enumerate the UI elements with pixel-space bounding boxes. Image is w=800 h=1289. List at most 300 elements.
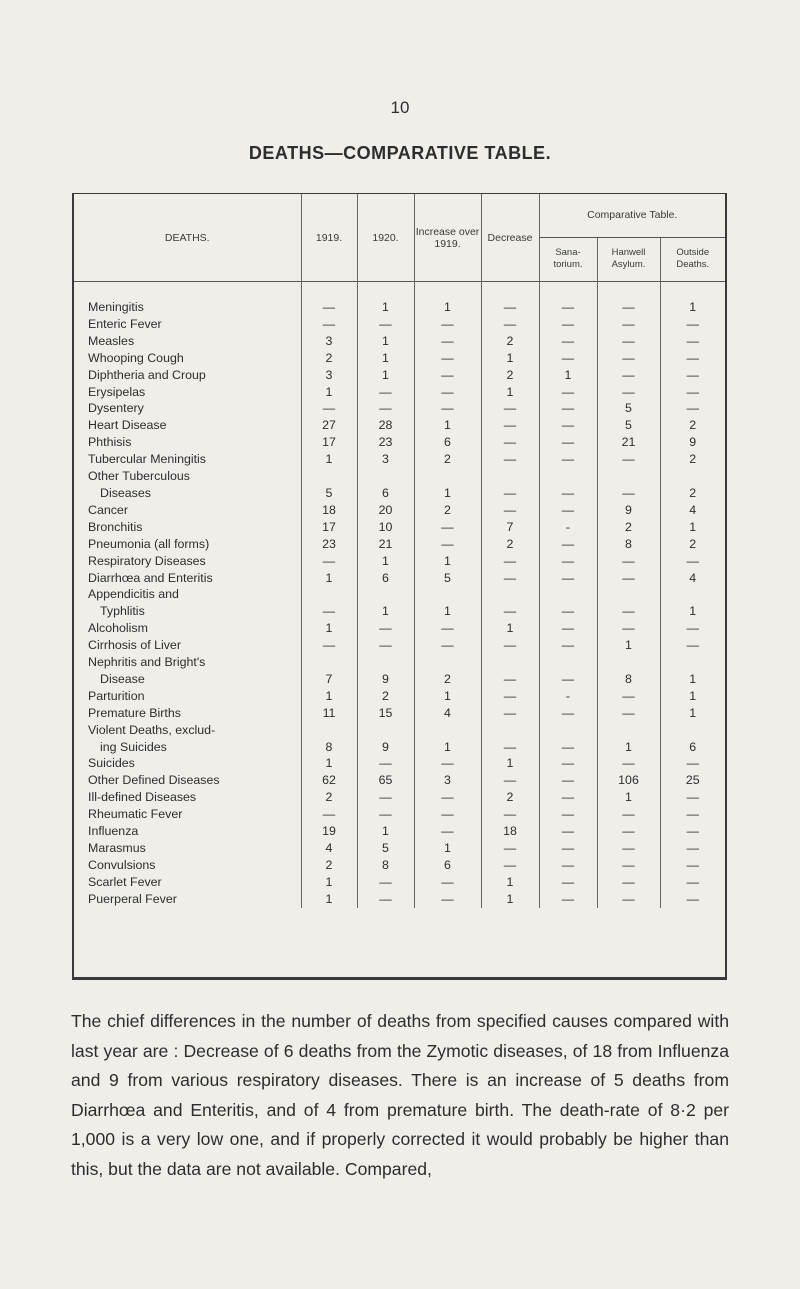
table-row xyxy=(74,384,725,401)
cell-outside xyxy=(660,722,725,739)
cell-1920: — xyxy=(357,620,414,637)
table-row xyxy=(74,519,725,536)
cause-name: Diseases xyxy=(100,485,151,500)
cell-outside: 2 xyxy=(660,536,725,553)
cell-1920: 9 xyxy=(357,739,414,756)
cell-decrease: — xyxy=(481,806,539,823)
cell-1919: 2 xyxy=(301,857,357,874)
cell-hanwell: — xyxy=(597,806,660,823)
cause-name: Appendicitis and xyxy=(88,587,179,602)
cell-hanwell xyxy=(597,468,660,485)
cell-1920: — xyxy=(357,316,414,333)
cell-increase: — xyxy=(414,806,481,823)
cell-hanwell xyxy=(597,722,660,739)
cell-increase: 1 xyxy=(414,840,481,857)
cell-1920: 21 xyxy=(357,536,414,553)
cell-decrease: — xyxy=(481,637,539,654)
cell-1919: 3 xyxy=(301,333,357,350)
cell-1920: 10 xyxy=(357,519,414,536)
cell-1919: — xyxy=(301,553,357,570)
cell-decrease: — xyxy=(481,772,539,789)
cell-1919: 18 xyxy=(301,502,357,519)
cell-increase: — xyxy=(414,316,481,333)
cell-hanwell: — xyxy=(597,874,660,891)
cell-increase xyxy=(414,468,481,485)
cell-1919: 23 xyxy=(301,536,357,553)
cell-outside: — xyxy=(660,316,725,333)
cell-decrease: — xyxy=(481,299,539,316)
cell-1919 xyxy=(301,468,357,485)
cell-increase: — xyxy=(414,620,481,637)
cell-hanwell: — xyxy=(597,350,660,367)
cause-name: Scarlet Fever xyxy=(88,874,162,889)
cell-sanatorium: — xyxy=(539,637,597,654)
cell-outside: — xyxy=(660,857,725,874)
cell-hanwell: 1 xyxy=(597,789,660,806)
cell-hanwell: — xyxy=(597,333,660,350)
cell-1919: 27 xyxy=(301,417,357,434)
cause-name: Tubercular Meningitis xyxy=(88,452,206,467)
cell-hanwell: — xyxy=(597,857,660,874)
cause-name: Violent Deaths, exclud- xyxy=(88,722,216,737)
cell-sanatorium: — xyxy=(539,553,597,570)
cell-increase: 1 xyxy=(414,603,481,620)
cell-outside: — xyxy=(660,874,725,891)
header-decrease: Decrease xyxy=(481,194,539,282)
cell-1920: — xyxy=(357,874,414,891)
cell-decrease: 1 xyxy=(481,874,539,891)
table-row xyxy=(74,570,725,587)
body-paragraph: The chief differences in the number of deaths from specified causes compared with last year are : Decrease of 6 deaths from the Zymotic diseases, of 18 from Influenza and 9 from various respiratory diseases. There is an increase of 5 deaths from Diarrhœa and Enteritis, and of 4 from premature birth. The death-rate of 8·2 per 1,000 is a very low one, and if properly corrected it would probably be higher than this, but the data are not available. Compared, xyxy=(71,1011,729,1179)
cell-sanatorium: — xyxy=(539,755,597,772)
cell-1919: 1 xyxy=(301,688,357,705)
cell-1919: 17 xyxy=(301,519,357,536)
cell-outside: 4 xyxy=(660,570,725,587)
cell-outside: — xyxy=(660,806,725,823)
table-row xyxy=(74,485,725,502)
cell-sanatorium: — xyxy=(539,806,597,823)
cell-hanwell: — xyxy=(597,620,660,637)
cell-sanatorium: 1 xyxy=(539,367,597,384)
cell-sanatorium: — xyxy=(539,434,597,451)
cell-outside: — xyxy=(660,384,725,401)
cell-decrease: — xyxy=(481,603,539,620)
cell-sanatorium: — xyxy=(539,536,597,553)
cause-name: Diphtheria and Croup xyxy=(88,367,206,382)
cause-name: Parturition xyxy=(88,688,145,703)
cell-hanwell: — xyxy=(597,840,660,857)
cell-1920: 20 xyxy=(357,502,414,519)
cause-name: Meningitis xyxy=(88,300,144,314)
cause-name: Respiratory Diseases xyxy=(88,553,206,568)
cell-hanwell: 21 xyxy=(597,434,660,451)
cell-hanwell: 8 xyxy=(597,536,660,553)
cell-1919: — xyxy=(301,400,357,417)
cell-1919: 5 xyxy=(301,485,357,502)
cell-1920: 1 xyxy=(357,603,414,620)
cell-hanwell: — xyxy=(597,553,660,570)
cell-outside: — xyxy=(660,400,725,417)
cell-outside xyxy=(660,468,725,485)
cause-name: Bronchitis xyxy=(88,519,143,534)
cell-1920: 8 xyxy=(357,857,414,874)
cause-name: Puerperal Fever xyxy=(88,891,177,906)
cell-1919: 1 xyxy=(301,570,357,587)
cell-outside: 2 xyxy=(660,485,725,502)
cell-1920: 23 xyxy=(357,434,414,451)
cell-outside: 1 xyxy=(660,671,725,688)
cell-decrease: 2 xyxy=(481,789,539,806)
cell-1920 xyxy=(357,468,414,485)
cause-name: Influenza xyxy=(88,824,139,839)
cell-sanatorium: — xyxy=(539,874,597,891)
cell-decrease: 2 xyxy=(481,367,539,384)
cell-increase xyxy=(414,722,481,739)
cell-increase: — xyxy=(414,519,481,536)
cell-outside: 9 xyxy=(660,434,725,451)
table-row xyxy=(74,823,725,840)
cell-sanatorium: - xyxy=(539,688,597,705)
cell-1919: 2 xyxy=(301,350,357,367)
cell-decrease xyxy=(481,468,539,485)
cell-hanwell: 9 xyxy=(597,502,660,519)
table-row xyxy=(74,840,725,857)
cell-sanatorium: — xyxy=(539,739,597,756)
table-row xyxy=(74,806,725,823)
cell-decrease: — xyxy=(481,451,539,468)
header-1919: 1919. xyxy=(301,194,357,282)
deaths-comparative-table xyxy=(72,193,727,980)
cell-increase: — xyxy=(414,367,481,384)
cell-1919 xyxy=(301,654,357,671)
cell-1919: 1 xyxy=(301,874,357,891)
cell-increase: 1 xyxy=(414,553,481,570)
cell-1919: 2 xyxy=(301,789,357,806)
cell-1920: 2 xyxy=(357,688,414,705)
cell-decrease: — xyxy=(481,316,539,333)
cell-1920: 1 xyxy=(357,553,414,570)
cell-decrease xyxy=(481,654,539,671)
cell-increase: 2 xyxy=(414,451,481,468)
table-row xyxy=(74,333,725,350)
cell-increase: 2 xyxy=(414,502,481,519)
cause-name: Pneumonia (all forms) xyxy=(88,536,210,551)
cell-increase: 6 xyxy=(414,857,481,874)
table-row xyxy=(74,671,725,688)
cell-1919: 17 xyxy=(301,434,357,451)
table-row xyxy=(74,857,725,874)
cell-decrease: — xyxy=(481,671,539,688)
table-row xyxy=(74,874,725,891)
cell-increase: — xyxy=(414,384,481,401)
header-increase: Increase over 1919. xyxy=(414,194,481,282)
cause-name: Cirrhosis of Liver xyxy=(88,638,181,653)
cell-hanwell: — xyxy=(597,299,660,316)
cell-1919: 1 xyxy=(301,620,357,637)
cell-1920: — xyxy=(357,891,414,908)
cell-hanwell: 5 xyxy=(597,417,660,434)
cell-outside: — xyxy=(660,823,725,840)
cell-increase: 1 xyxy=(414,417,481,434)
cell-1919: 3 xyxy=(301,367,357,384)
header-outside: Outside Deaths. xyxy=(660,237,725,281)
table-row xyxy=(74,620,725,637)
cell-sanatorium: - xyxy=(539,519,597,536)
cell-decrease: 1 xyxy=(481,755,539,772)
cell-outside: 1 xyxy=(660,688,725,705)
cell-1919: 19 xyxy=(301,823,357,840)
cell-sanatorium: — xyxy=(539,823,597,840)
cell-1920: 6 xyxy=(357,485,414,502)
page-number: 10 xyxy=(390,98,410,117)
cause-name: Dysentery xyxy=(88,401,144,416)
table-row xyxy=(74,468,725,485)
cell-1919: — xyxy=(301,316,357,333)
cell-increase: 1 xyxy=(414,688,481,705)
table-row xyxy=(74,739,725,756)
cell-1920: 1 xyxy=(357,333,414,350)
cell-decrease: — xyxy=(481,417,539,434)
table-row xyxy=(74,603,725,620)
cell-hanwell: 8 xyxy=(597,671,660,688)
table-row xyxy=(74,891,725,908)
cell-increase: — xyxy=(414,891,481,908)
table-row xyxy=(74,722,725,739)
cell-1919: 1 xyxy=(301,384,357,401)
cell-1919: 7 xyxy=(301,671,357,688)
cell-hanwell: — xyxy=(597,316,660,333)
cause-name: Other Tuberculous xyxy=(88,469,190,484)
cause-name: Marasmus xyxy=(88,841,146,855)
cell-decrease: — xyxy=(481,434,539,451)
cell-sanatorium: — xyxy=(539,502,597,519)
cell-outside: — xyxy=(660,367,725,384)
table-row xyxy=(74,637,725,654)
table-row xyxy=(74,688,725,705)
cell-increase: — xyxy=(414,350,481,367)
cell-increase: 1 xyxy=(414,299,481,316)
cell-1920: 15 xyxy=(357,705,414,722)
cell-1919 xyxy=(301,586,357,603)
cell-hanwell: — xyxy=(597,485,660,502)
cell-sanatorium: — xyxy=(539,603,597,620)
cell-1919: — xyxy=(301,806,357,823)
table-row xyxy=(74,654,725,671)
cell-increase: — xyxy=(414,874,481,891)
cell-1920: — xyxy=(357,806,414,823)
header-sanatorium: Sana- torium. xyxy=(539,237,597,281)
cell-1920: 9 xyxy=(357,671,414,688)
cell-outside: — xyxy=(660,755,725,772)
cell-increase xyxy=(414,654,481,671)
cell-sanatorium: — xyxy=(539,570,597,587)
cell-sanatorium: — xyxy=(539,485,597,502)
cell-decrease: — xyxy=(481,840,539,857)
cell-1920 xyxy=(357,586,414,603)
cell-1920: 5 xyxy=(357,840,414,857)
cell-increase: — xyxy=(414,400,481,417)
cell-1919: 1 xyxy=(301,451,357,468)
cell-decrease: — xyxy=(481,705,539,722)
cell-outside xyxy=(660,654,725,671)
cell-sanatorium xyxy=(539,722,597,739)
cell-hanwell: — xyxy=(597,705,660,722)
table-row xyxy=(74,400,725,417)
cell-sanatorium: — xyxy=(539,400,597,417)
cause-name: Typhlitis xyxy=(100,604,145,619)
cell-1920: 1 xyxy=(357,367,414,384)
cell-sanatorium: — xyxy=(539,384,597,401)
cell-sanatorium: — xyxy=(539,451,597,468)
cause-name: Diarrhœa and Enteritis xyxy=(88,570,213,585)
cell-increase: 5 xyxy=(414,570,481,587)
cause-name: Phthisis xyxy=(88,435,132,450)
cell-hanwell: — xyxy=(597,451,660,468)
cell-outside: — xyxy=(660,637,725,654)
cell-hanwell: — xyxy=(597,603,660,620)
cause-name: Whooping Cough xyxy=(88,350,184,365)
cell-hanwell xyxy=(597,654,660,671)
cell-outside: 4 xyxy=(660,502,725,519)
cell-decrease: — xyxy=(481,485,539,502)
cell-1920: 28 xyxy=(357,417,414,434)
cell-increase: 1 xyxy=(414,739,481,756)
cell-1920: — xyxy=(357,789,414,806)
table-grid xyxy=(74,194,725,908)
cell-outside xyxy=(660,586,725,603)
cell-decrease: — xyxy=(481,570,539,587)
cell-decrease xyxy=(481,722,539,739)
cell-sanatorium: — xyxy=(539,671,597,688)
cell-1919: 4 xyxy=(301,840,357,857)
cell-sanatorium: — xyxy=(539,417,597,434)
cell-1920 xyxy=(357,722,414,739)
cell-sanatorium: — xyxy=(539,316,597,333)
table-row xyxy=(74,536,725,553)
cell-1920: 1 xyxy=(357,823,414,840)
header-1920: 1920. xyxy=(357,194,414,282)
cell-hanwell: 1 xyxy=(597,637,660,654)
cell-increase: 3 xyxy=(414,772,481,789)
cell-1919 xyxy=(301,722,357,739)
cell-hanwell: — xyxy=(597,570,660,587)
cell-outside: 1 xyxy=(660,705,725,722)
cause-name: Suicides xyxy=(88,756,135,771)
cell-increase: — xyxy=(414,333,481,350)
cell-hanwell: 2 xyxy=(597,519,660,536)
cell-1920: — xyxy=(357,637,414,654)
table-row xyxy=(74,789,725,806)
cell-1920: 65 xyxy=(357,772,414,789)
cell-1919: 8 xyxy=(301,739,357,756)
table-body xyxy=(74,282,725,908)
cell-1920 xyxy=(357,654,414,671)
cell-outside: 2 xyxy=(660,417,725,434)
cell-decrease: — xyxy=(481,502,539,519)
header-hanwell: Hanwell Asylum. xyxy=(597,237,660,281)
header-comparative: Comparative Table. xyxy=(539,194,725,237)
cause-name: Disease xyxy=(100,671,145,686)
cause-name: Rheumatic Fever xyxy=(88,807,183,822)
cell-increase: — xyxy=(414,536,481,553)
cause-name: Heart Disease xyxy=(88,418,167,433)
cell-outside: 25 xyxy=(660,772,725,789)
cell-sanatorium: — xyxy=(539,620,597,637)
cell-hanwell: 106 xyxy=(597,772,660,789)
cell-outside: — xyxy=(660,891,725,908)
cell-hanwell xyxy=(597,586,660,603)
cell-1920: 3 xyxy=(357,451,414,468)
cell-1919: 1 xyxy=(301,891,357,908)
cell-sanatorium: — xyxy=(539,891,597,908)
cell-sanatorium: — xyxy=(539,857,597,874)
cell-1919: 62 xyxy=(301,772,357,789)
cell-decrease: — xyxy=(481,400,539,417)
cell-1920: — xyxy=(357,384,414,401)
cell-outside: 1 xyxy=(660,299,725,316)
cell-sanatorium: — xyxy=(539,299,597,316)
cell-hanwell: — xyxy=(597,823,660,840)
cell-sanatorium xyxy=(539,468,597,485)
cell-increase: 4 xyxy=(414,705,481,722)
cell-outside: — xyxy=(660,553,725,570)
cell-hanwell: — xyxy=(597,688,660,705)
cell-sanatorium: — xyxy=(539,772,597,789)
cause-name: Measles xyxy=(88,333,135,348)
cell-1920: 6 xyxy=(357,570,414,587)
cause-name: Ill-defined Diseases xyxy=(88,790,197,805)
cell-increase: — xyxy=(414,823,481,840)
table-row xyxy=(74,553,725,570)
cell-sanatorium: — xyxy=(539,333,597,350)
cell-1919: — xyxy=(301,603,357,620)
cell-hanwell: 5 xyxy=(597,400,660,417)
cell-outside: 2 xyxy=(660,451,725,468)
cell-1919: — xyxy=(301,299,357,316)
page-title: DEATHS—COMPARATIVE TABLE. xyxy=(248,143,552,163)
cause-name: Enteric Fever xyxy=(88,316,162,331)
cell-1920: 1 xyxy=(357,350,414,367)
cell-hanwell: 1 xyxy=(597,739,660,756)
cell-outside: 1 xyxy=(660,603,725,620)
cell-outside: 6 xyxy=(660,739,725,756)
cell-outside: — xyxy=(660,620,725,637)
cell-outside: — xyxy=(660,350,725,367)
cell-decrease: — xyxy=(481,739,539,756)
table-row xyxy=(74,451,725,468)
cell-sanatorium: — xyxy=(539,789,597,806)
table-row xyxy=(74,755,725,772)
cell-sanatorium xyxy=(539,586,597,603)
cell-increase: 1 xyxy=(414,485,481,502)
cell-1919: — xyxy=(301,637,357,654)
cell-increase: — xyxy=(414,789,481,806)
cause-name: Erysipelas xyxy=(88,384,146,399)
cell-decrease: 2 xyxy=(481,536,539,553)
cell-decrease xyxy=(481,586,539,603)
table-row xyxy=(74,417,725,434)
cell-sanatorium: — xyxy=(539,705,597,722)
cell-sanatorium: — xyxy=(539,350,597,367)
table-row xyxy=(74,350,725,367)
cell-1919: 11 xyxy=(301,705,357,722)
cell-increase xyxy=(414,586,481,603)
table-row xyxy=(74,502,725,519)
cell-decrease: 7 xyxy=(481,519,539,536)
cell-increase: — xyxy=(414,637,481,654)
cell-1919: 1 xyxy=(301,755,357,772)
cell-decrease: — xyxy=(481,688,539,705)
